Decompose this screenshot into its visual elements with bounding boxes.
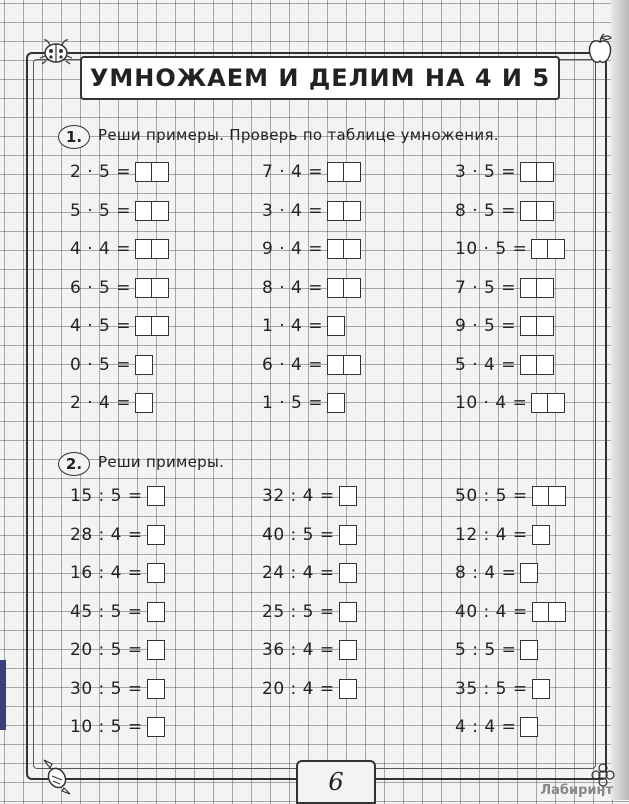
answer-input[interactable]: [327, 393, 345, 413]
answer-input[interactable]: [520, 316, 554, 336]
exercise-expression: 4 · 4 =: [70, 239, 131, 259]
task-2-exercise: [262, 563, 357, 583]
task-2-exercise: [455, 717, 538, 737]
exercise-expression: 10 · 4 =: [455, 393, 528, 413]
answer-input[interactable]: [327, 278, 361, 298]
task-1-exercise: [262, 316, 345, 336]
task-2-exercise: [70, 563, 165, 583]
answer-input[interactable]: [327, 355, 361, 375]
exercise-expression: 4 · 5 =: [70, 316, 131, 336]
task-1-exercise: [455, 393, 565, 413]
task-2-exercise: [262, 640, 357, 660]
exercise-expression: 5 : 5 =: [455, 640, 517, 660]
answer-input[interactable]: [532, 602, 566, 622]
task-2-exercise: [262, 602, 357, 622]
answer-input[interactable]: [135, 393, 153, 413]
answer-input[interactable]: [339, 640, 357, 660]
answer-input[interactable]: [339, 679, 357, 699]
exercise-expression: 8 · 4 =: [262, 277, 323, 298]
answer-input[interactable]: [147, 679, 165, 699]
task-2-exercise: [262, 486, 357, 506]
task-1-exercise: [70, 201, 169, 221]
answer-input[interactable]: [339, 563, 357, 583]
binding-stripe: [0, 660, 6, 730]
exercise-expression: 6 · 5 =: [70, 277, 131, 298]
answer-input[interactable]: [532, 679, 550, 699]
task-1-exercise: [70, 316, 169, 336]
exercise-expression: 3 · 5 =: [455, 162, 516, 182]
task-2-exercise: [70, 717, 165, 737]
apple-icon: [586, 32, 614, 66]
task-2-exercise: [262, 679, 357, 699]
watermark: Лабиринт: [540, 783, 613, 798]
answer-input[interactable]: [531, 239, 565, 259]
exercise-expression: 0 · 5 =: [70, 354, 131, 375]
task-2-exercise: [455, 563, 538, 583]
page-title: УМНОЖАЕМ И ДЕЛИМ НА 4 И 5: [89, 64, 551, 92]
page-edge: [611, 0, 629, 800]
answer-input[interactable]: [532, 525, 550, 545]
exercise-expression: 20 : 5 =: [70, 640, 143, 660]
task-2-exercise: [455, 602, 566, 622]
answer-input[interactable]: [327, 239, 361, 259]
exercise-expression: 40 : 5 =: [262, 524, 335, 545]
ladybug-icon: [38, 36, 74, 66]
task-1-exercise: [455, 355, 554, 375]
task-1-exercise: [70, 239, 169, 259]
task-1-instruction: Реши примеры. Проверь по таблице умножения.: [98, 126, 499, 144]
title-box: [80, 56, 560, 100]
answer-input[interactable]: [147, 717, 165, 737]
candy-icon: [40, 756, 74, 796]
task-2-exercise: [262, 525, 357, 545]
task-1-exercise: [70, 162, 169, 182]
task-2-exercise: [455, 679, 550, 699]
exercise-expression: 32 : 4 =: [262, 486, 335, 506]
answer-input[interactable]: [135, 239, 169, 259]
exercise-expression: 36 : 4 =: [262, 640, 335, 660]
answer-input[interactable]: [327, 316, 345, 336]
exercise-expression: 20 : 4 =: [262, 678, 335, 699]
answer-input[interactable]: [339, 525, 357, 545]
exercise-expression: 2 · 5 =: [70, 162, 131, 182]
exercise-expression: 3 · 4 =: [262, 200, 323, 221]
exercise-expression: 2 · 4 =: [70, 393, 131, 413]
answer-input[interactable]: [147, 486, 165, 506]
task-2-exercise: [70, 679, 165, 699]
exercise-expression: 5 · 4 =: [455, 354, 516, 375]
task-2-exercise: [70, 602, 165, 622]
task-1-exercise: [262, 278, 361, 298]
exercise-expression: 15 : 5 =: [70, 486, 143, 506]
answer-input[interactable]: [520, 563, 538, 583]
task-2-exercise: [70, 525, 165, 545]
exercise-expression: 5 · 5 =: [70, 200, 131, 221]
task-1-exercise: [262, 393, 345, 413]
exercise-expression: 28 : 4 =: [70, 524, 143, 545]
exercise-expression: 9 · 4 =: [262, 239, 323, 259]
answer-input[interactable]: [520, 278, 554, 298]
answer-input[interactable]: [147, 563, 165, 583]
exercise-expression: 9 · 5 =: [455, 316, 516, 336]
exercise-expression: 8 : 4 =: [455, 563, 517, 583]
task-1-exercise: [455, 201, 554, 221]
task-1-exercise: [70, 278, 169, 298]
exercise-expression: 4 : 4 =: [455, 717, 517, 737]
answer-input[interactable]: [147, 525, 165, 545]
answer-input[interactable]: [520, 201, 554, 221]
page-number-box: [296, 760, 376, 804]
exercise-expression: 10 : 5 =: [70, 717, 143, 737]
answer-input[interactable]: [520, 162, 554, 182]
exercise-expression: 7 · 5 =: [455, 277, 516, 298]
answer-input[interactable]: [135, 162, 169, 182]
answer-input[interactable]: [135, 201, 169, 221]
task-1-number: 1.: [58, 125, 90, 149]
task-2-exercise: [70, 486, 165, 506]
exercise-expression: 1 · 5 =: [262, 393, 323, 413]
task-1-exercise: [455, 278, 554, 298]
answer-input[interactable]: [339, 486, 357, 506]
answer-input[interactable]: [520, 640, 538, 660]
task-1-exercise: [455, 239, 565, 259]
answer-input[interactable]: [147, 640, 165, 660]
exercise-expression: 40 : 4 =: [455, 601, 528, 622]
answer-input[interactable]: [135, 278, 169, 298]
task-1-exercise: [262, 162, 361, 182]
answer-input[interactable]: [135, 316, 169, 336]
page-number: 6: [328, 768, 344, 796]
answer-input[interactable]: [327, 162, 361, 182]
answer-input[interactable]: [135, 355, 153, 375]
exercise-expression: 24 : 4 =: [262, 563, 335, 583]
task-2-exercise: [70, 640, 165, 660]
task-1-exercise: [455, 316, 554, 336]
exercise-expression: 6 · 4 =: [262, 354, 323, 375]
task-2-instruction: Реши примеры.: [98, 453, 225, 471]
answer-input[interactable]: [532, 486, 566, 506]
answer-input[interactable]: [147, 602, 165, 622]
task-1-exercise: [70, 355, 153, 375]
task-2-exercise: [455, 525, 550, 545]
exercise-expression: 30 : 5 =: [70, 678, 143, 699]
task-1-exercise: [262, 239, 361, 259]
task-1-exercise: [70, 393, 153, 413]
exercise-expression: 50 : 5 =: [455, 486, 528, 506]
task-2-exercise: [455, 486, 566, 506]
task-1-exercise: [455, 162, 554, 182]
task-2-exercise: [455, 640, 538, 660]
exercise-expression: 8 · 5 =: [455, 200, 516, 221]
exercise-expression: 35 : 5 =: [455, 678, 528, 699]
exercise-expression: 1 · 4 =: [262, 316, 323, 336]
exercise-expression: 7 · 4 =: [262, 162, 323, 182]
answer-input[interactable]: [327, 201, 361, 221]
exercise-expression: 16 : 4 =: [70, 563, 143, 583]
task-1-exercise: [262, 355, 361, 375]
task-2-number: 2.: [58, 452, 90, 476]
answer-input[interactable]: [339, 602, 357, 622]
answer-input[interactable]: [531, 393, 565, 413]
exercise-expression: 12 : 4 =: [455, 524, 528, 545]
exercise-expression: 10 · 5 =: [455, 239, 528, 259]
exercise-expression: 45 : 5 =: [70, 601, 143, 622]
exercise-expression: 25 : 5 =: [262, 601, 335, 622]
answer-input[interactable]: [520, 717, 538, 737]
task-1-exercise: [262, 201, 361, 221]
answer-input[interactable]: [520, 355, 554, 375]
